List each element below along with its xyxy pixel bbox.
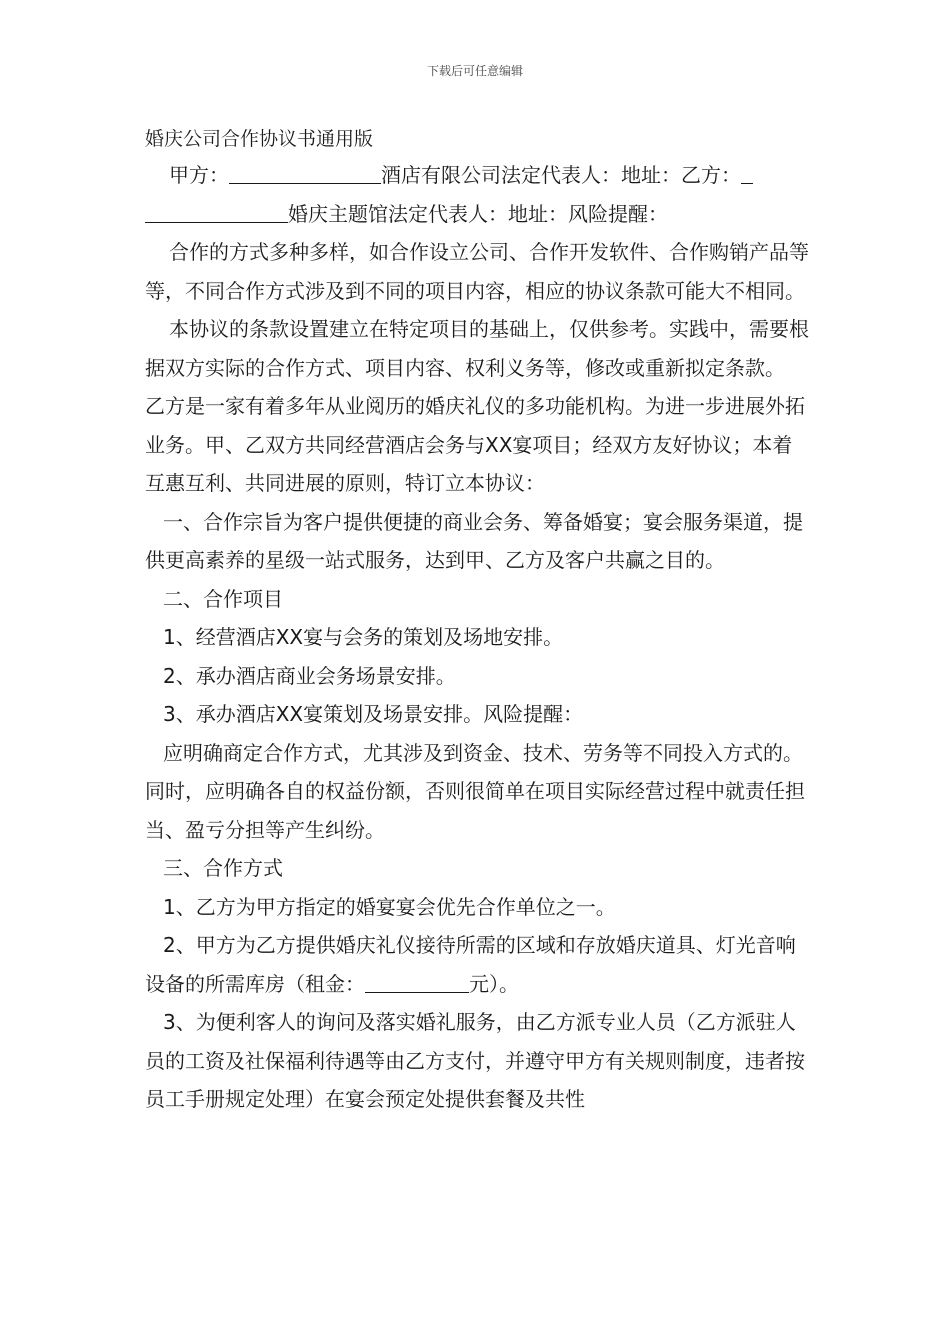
party-line-2 [145, 195, 810, 234]
paragraph: 应明确商定合作方式，尤其涉及到资金、技术、劳务等不同投入方式的。同时，应明确各自的权益份额，否则很简单在项目实际经营过程中就责任担当、盈亏分担等产生纠纷。 [145, 740, 805, 842]
blank-field [741, 161, 753, 184]
list-item-text: 元）。 [469, 971, 519, 996]
blank-field [145, 200, 288, 223]
rent-blank-field [365, 970, 469, 993]
list-item: 3、为便利客人的询问及落实婚礼服务，由乙方派专业人员（乙方派驻人员的工资及社保福利待遇等由乙方支付，并遵守甲方有关规则制度，违者按员工手册规定处理）在宴会预定处提供套餐及共性 [145, 1010, 805, 1111]
list-item: 2、承办酒店商业会务场景安排。 [163, 663, 456, 688]
list-item: 3、承办酒店XX宴策划及场景安排。风险提醒： [163, 702, 584, 726]
party-line-1-text: 酒店有限公司法定代表人：地址：乙方： [381, 163, 741, 187]
list-item: 1、乙方为甲方指定的婚宴宴会优先合作单位之一。 [163, 894, 616, 919]
party-line-1 [145, 156, 810, 195]
paragraph: 一、合作宗旨为客户提供便捷的商业会务、筹备婚宴；宴会服务渠道，提供更高素养的星级一站式服务，达到甲、乙方及客户共赢之目的。 [145, 509, 803, 572]
list-item: 1、经营酒店XX宴与会务的策划及场地安排。 [163, 625, 564, 649]
blank-field [229, 161, 381, 184]
paragraph: 本协议的条款设置建立在特定项目的基础上，仅供参考。实践中，需要根据双方实际的合作方式、项目内容、权利义务等，修改或重新拟定条款。 乙方是一家有着多年从业阅历的婚庆礼仪的多功能机构。为进一步进展外拓业务。甲、乙双方共同经营酒店会务与XX宴项目；经双方友好协议；本着互惠互利、共同进展的原则，特订立本协议： [145, 317, 809, 495]
document-body [145, 156, 810, 1119]
section-heading: 二、合作项目 [163, 586, 283, 611]
page-header: 下载后可任意编辑 [426, 64, 523, 78]
paragraph: 合作的方式多种多样，如合作设立公司、合作开发软件、合作购销产品等等，不同合作方式涉及到不同的项目内容，相应的协议条款可能大不相同。 [145, 240, 809, 303]
section-heading: 三、合作方式 [163, 856, 283, 880]
list-item-text: 2、甲方为乙方提供婚庆礼仪接待所需的区域和存放婚庆道具、灯光音响设备的所需库房（租金： [145, 933, 796, 996]
party-a-label: 甲方： [169, 163, 229, 187]
list-item [145, 926, 810, 1003]
party-line-2-text: 婚庆主题馆法定代表人：地址：风险提醒： [288, 201, 668, 226]
document-title: 婚庆公司合作协议书通用版 [145, 128, 374, 150]
